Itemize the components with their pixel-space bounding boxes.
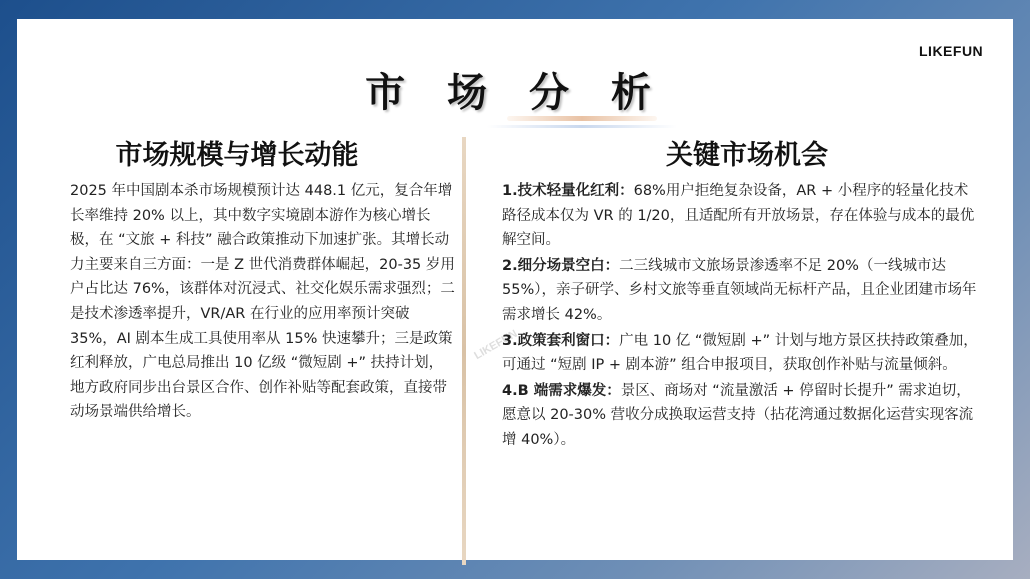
opportunity-text: 68%用户拒绝复杂设备，AR + 小程序的轻量化技术路径成本仅为 VR 的 1/20，且适配所有开放场景，存在体验与成本的最优解空间。 [502, 183, 975, 249]
watermark: LIKEFUN [472, 327, 520, 363]
opportunity-item [502, 254, 982, 328]
opportunity-text: 二三线城市文旅场景渗透率不足 20%（一线城市达 55%），亲子研学、乡村文旅等垂直领域尚无标杆产品，且企业团建市场年需求增长 42%。 [502, 257, 977, 323]
column-divider [462, 137, 466, 565]
opportunity-text: 景区、商场对 “流量激活 + 停留时长提升” 需求迫切，愿意以 20-30% 营收分成换取运营支持（拈花湾通过数据化运营实现客流增 40%）。 [502, 382, 974, 448]
brand-logo: LIKEFUN [919, 43, 984, 59]
opportunity-heading: 1.技术轻量化红利： [502, 183, 634, 199]
opportunity-heading: 3.政策套利窗口： [502, 332, 620, 349]
opportunity-heading: 2.细分场景空白： [502, 257, 620, 274]
title-underline-accent [487, 125, 677, 128]
slide-card [17, 19, 1013, 560]
opportunity-item [502, 179, 982, 253]
opportunity-item [502, 379, 982, 453]
title-underline [507, 116, 657, 121]
opportunity-heading: 4.B 端需求爆发： [502, 382, 621, 399]
page-title: 市 场 分 析 [365, 69, 665, 116]
opportunity-text: 广电 10 亿 “微短剧 +” 计划与地方景区扶持政策叠加，可通过 “短剧 IP + 剧本游” 组合申报项目，获取创作补贴与流量倾斜。 [502, 332, 978, 374]
left-section-heading: 市场规模与增长动能 [115, 140, 359, 171]
opportunity-item [502, 329, 982, 378]
right-section-heading: 关键市场机会 [666, 140, 828, 171]
left-section-body: 2025 年中国剧本杀市场规模预计达 448.1 亿元，复合年增长率维持 20% 以上，其中数字实境剧本游作为核心增长极，在 “文旅 + 科技” 融合政策推动下加速扩张。其增长动力主要来自三方面：一是 Z 世代消费群体崛起，20-35 岁用户占比达 76%，该群体对沉浸式、社交化娱乐需求强烈；二是技术渗透率提升，VR/AR 在行业的应用率预计突破 35%，AI 剧本生成工具使用率从 15% 快速攀升；三是政策红利释放，广电总局推出 10 亿级 “微短剧 +” 扶持计划，地方政府同步出台景区合作、创作补贴等配套政策，直接带动场景端供给增长。 [70, 183, 455, 421]
right-section-body [502, 179, 982, 454]
